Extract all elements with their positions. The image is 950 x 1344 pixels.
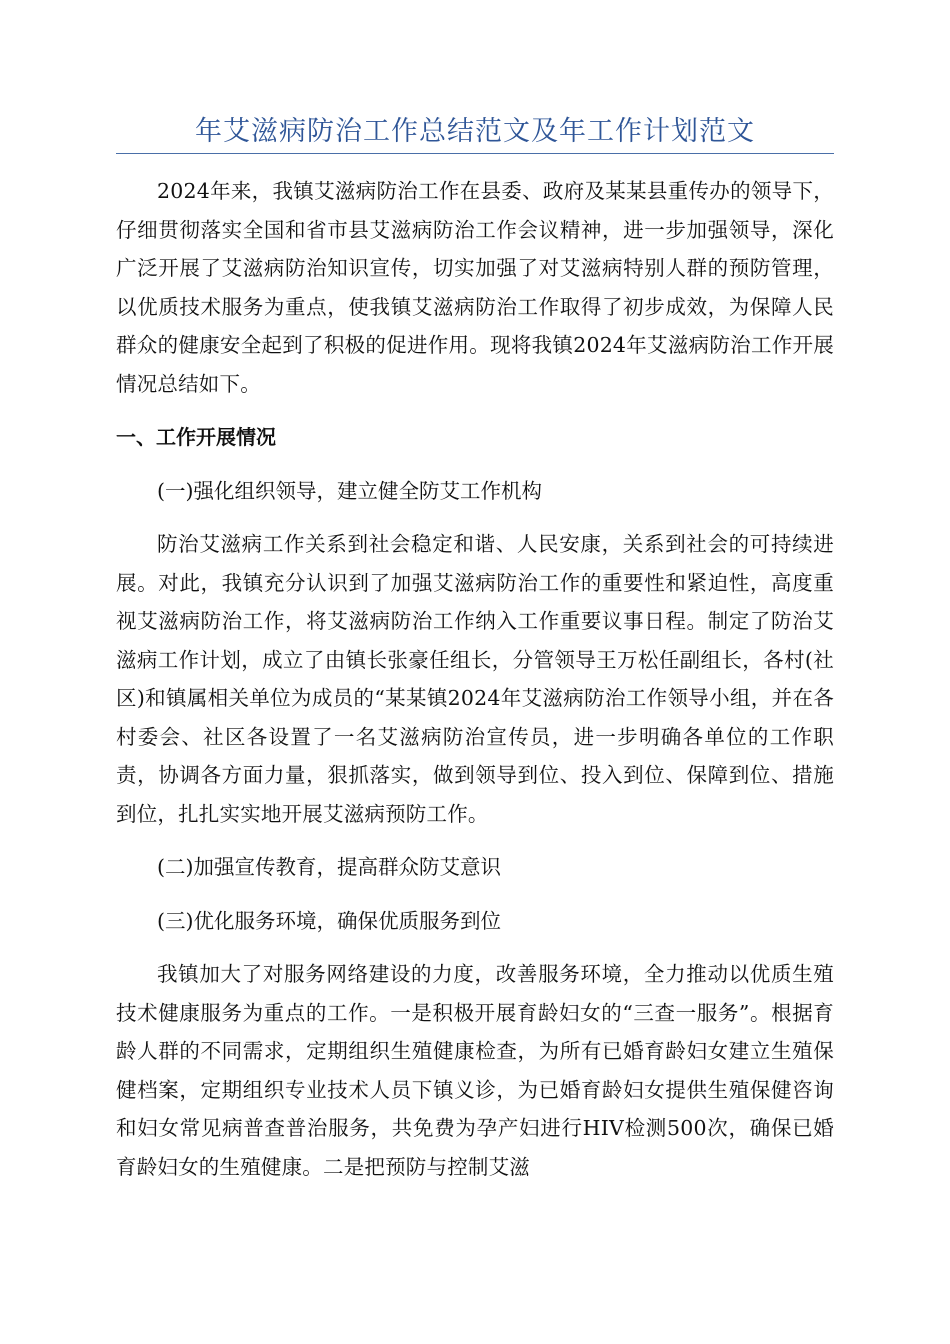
- subsection-3-paragraph: 我镇加大了对服务网络建设的力度，改善服务环境，全力推动以优质生殖技术健康服务为重点的工作。一是积极开展育龄妇女的“三查一服务”。根据育龄人群的不同需求，定期组织生殖健康检查，为所有已婚育龄妇女建立生殖保健档案，定期组织专业技术人员下镇义诊，为已婚育龄妇女提供生殖保健咨询和妇女常见病普查普治服务，共免费为孕产妇进行HIV检测500次，确保已婚育龄妇女的生殖健康。二是把预防与控制艾滋: [116, 962, 834, 1179]
- title-underline: [116, 153, 834, 154]
- spacer: [116, 403, 834, 418]
- document-title: 年艾滋病防治工作总结范文及年工作计划范文: [195, 116, 755, 147]
- subsection-heading-1: (一)强化组织领导，建立健全防艾工作机构: [157, 478, 542, 503]
- section-heading: 一、工作开展情况: [116, 425, 276, 449]
- subsection-1-paragraph: 防治艾滋病工作关系到社会稳定和谐、人民安康，关系到社会的可持续进展。对此，我镇充分认识到了加强艾滋病防治工作的重要性和紧迫性，高度重视艾滋病防治工作，将艾滋病防治工作纳入工作重要议事日程。制定了防治艾滋病工作计划，成立了由镇长张豪任组长，分管领导王万松任副组长，各村(社区)和镇属相关单位为成员的“某某镇2024年艾滋病防治工作领导小组，并在各村委会、社区各设置了一名艾滋病防治宣传员，进一步明确各单位的工作职责，协调各方面力量，狠抓落实，做到领导到位、投入到位、保障到位、措施到位，扎扎实实地开展艾滋病预防工作。: [116, 532, 834, 826]
- subsection-heading-3: (三)优化服务环境，确保优质服务到位: [157, 908, 501, 933]
- spacer: [116, 887, 834, 902]
- spacer: [116, 457, 834, 472]
- spacer: [116, 833, 834, 848]
- intro-paragraph: 2024年来，我镇艾滋病防治工作在县委、政府及某某县重传办的领导下，仔细贯彻落实全国和省市县艾滋病防治工作会议精神，进一步加强领导，深化广泛开展了艾滋病防治知识宣传，切实加强了对艾滋病特别人群的预防管理，以优质技术服务为重点，使我镇艾滋病防治工作取得了初步成效，为保障人民群众的健康安全起到了积极的促进作用。现将我镇2024年艾滋病防治工作开展情况总结如下。: [116, 179, 834, 396]
- spacer: [116, 940, 834, 955]
- subsection-heading-2: (二)加强宣传教育，提高群众防艾意识: [157, 855, 501, 879]
- document-body: [116, 172, 834, 1186]
- spacer: [116, 510, 834, 525]
